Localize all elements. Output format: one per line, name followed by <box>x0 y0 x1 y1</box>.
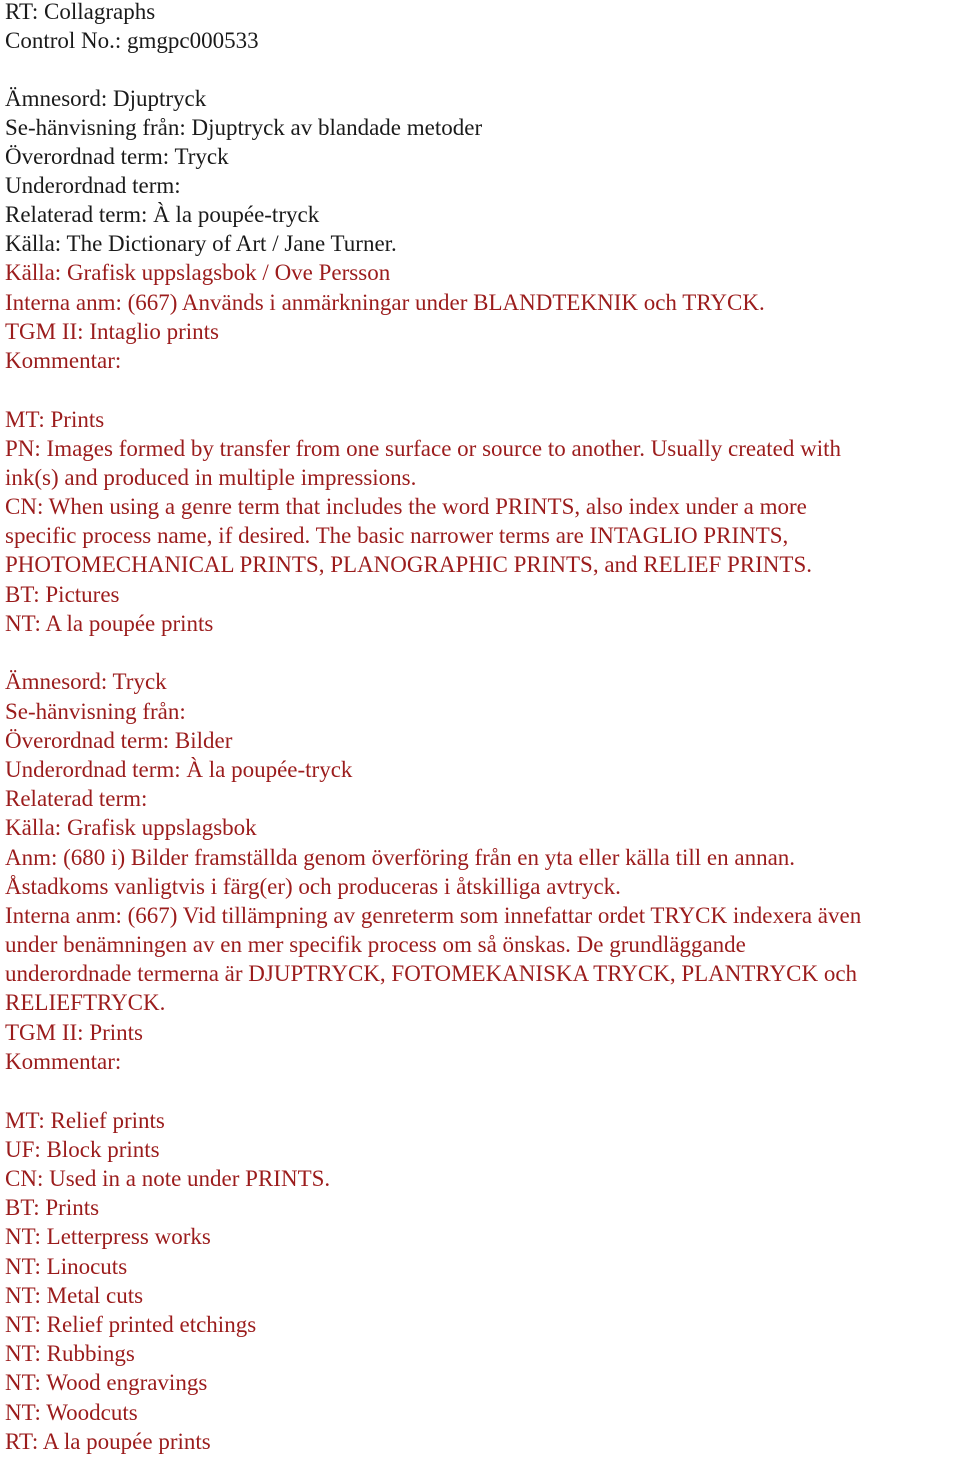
tgm-ii-2: TGM II: Prints <box>5 1020 143 1045</box>
anm-line-2: Åstadkoms vanligtvis i färg(er) och produceras i åtskilliga avtryck. <box>5 874 621 899</box>
kommentar: Kommentar: <box>5 348 122 373</box>
nt-wood-engravings: NT: Wood engravings <box>5 1370 208 1395</box>
kommentar-2: Kommentar: <box>5 1049 122 1074</box>
kalla-grafisk-2: Källa: Grafisk uppslagsbok <box>5 815 257 840</box>
bt-pictures: BT: Pictures <box>5 582 120 607</box>
pn-line-1: PN: Images formed by transfer from one surface or source to another. Usually created with <box>5 436 842 461</box>
nt-woodcuts: NT: Woodcuts <box>5 1400 138 1425</box>
amnesord-djuptryck: Ämnesord: Djuptryck <box>5 86 207 111</box>
tgm-ii: TGM II: Intaglio prints <box>5 319 219 344</box>
rt-a-la-poupee: RT: A la poupée prints <box>5 1429 211 1454</box>
rt-collagraphs: RT: Collagraphs <box>5 0 156 24</box>
se-hanvisning: Se-hänvisning från: Djuptryck av blandade metoder <box>5 115 483 140</box>
bt-prints: BT: Prints <box>5 1195 100 1220</box>
interna-anm-2-line-1: Interna anm: (667) Vid tillämpning av genreterm som innefattar ordet TRYCK indexera även <box>5 903 862 928</box>
nt-metal-cuts: NT: Metal cuts <box>5 1283 144 1308</box>
overordnad-term-2: Överordnad term: Bilder <box>5 728 233 753</box>
se-hanvisning-2: Se-hänvisning från: <box>5 699 186 724</box>
pn-line-2: ink(s) and produced in multiple impressions. <box>5 465 417 490</box>
kalla-dictionary: Källa: The Dictionary of Art / Jane Turner. <box>5 231 397 256</box>
nt-linocuts: NT: Linocuts <box>5 1254 128 1279</box>
cn-line-3: PHOTOMECHANICAL PRINTS, PLANOGRAPHIC PRINTS, and RELIEF PRINTS. <box>5 552 812 577</box>
relaterad-term-2: Relaterad term: <box>5 786 148 811</box>
underordnad-term: Underordnad term: <box>5 173 181 198</box>
interna-anm-2-line-3: underordnade termerna är DJUPTRYCK, FOTOMEKANISKA TRYCK, PLANTRYCK och <box>5 961 858 986</box>
cn-line-1: CN: When using a genre term that includes the word PRINTS, also index under a more <box>5 494 807 519</box>
underordnad-term-2: Underordnad term: À la poupée-tryck <box>5 757 353 782</box>
mt-relief-prints: MT: Relief prints <box>5 1108 165 1133</box>
uf-block-prints: UF: Block prints <box>5 1137 160 1162</box>
nt-letterpress: NT: Letterpress works <box>5 1224 211 1249</box>
nt-relief-etchings: NT: Relief printed etchings <box>5 1312 257 1337</box>
interna-anm: Interna anm: (667) Används i anmärkningar under BLANDTEKNIK och TRYCK. <box>5 290 765 315</box>
anm-line-1: Anm: (680 i) Bilder framställda genom överföring från en yta eller källa till en annan. <box>5 845 796 870</box>
cn-used-in-note: CN: Used in a note under PRINTS. <box>5 1166 331 1191</box>
amnesord-tryck: Ämnesord: Tryck <box>5 669 167 694</box>
interna-anm-2-line-2: under benämningen av en mer specifik process om så önskas. De grundläggande <box>5 932 746 957</box>
overordnad-term: Överordnad term: Tryck <box>5 144 229 169</box>
cn-line-2: specific process name, if desired. The basic narrower terms are INTAGLIO PRINTS, <box>5 523 789 548</box>
kalla-grafisk: Källa: Grafisk uppslagsbok / Ove Persson <box>5 260 391 285</box>
nt-rubbings: NT: Rubbings <box>5 1341 135 1366</box>
interna-anm-2-line-4: RELIEFTRYCK. <box>5 990 166 1015</box>
mt-prints: MT: Prints <box>5 407 105 432</box>
control-number: Control No.: gmgpc000533 <box>5 28 259 53</box>
relaterad-term: Relaterad term: À la poupée-tryck <box>5 202 320 227</box>
nt-a-la-poupee: NT: A la poupée prints <box>5 611 214 636</box>
